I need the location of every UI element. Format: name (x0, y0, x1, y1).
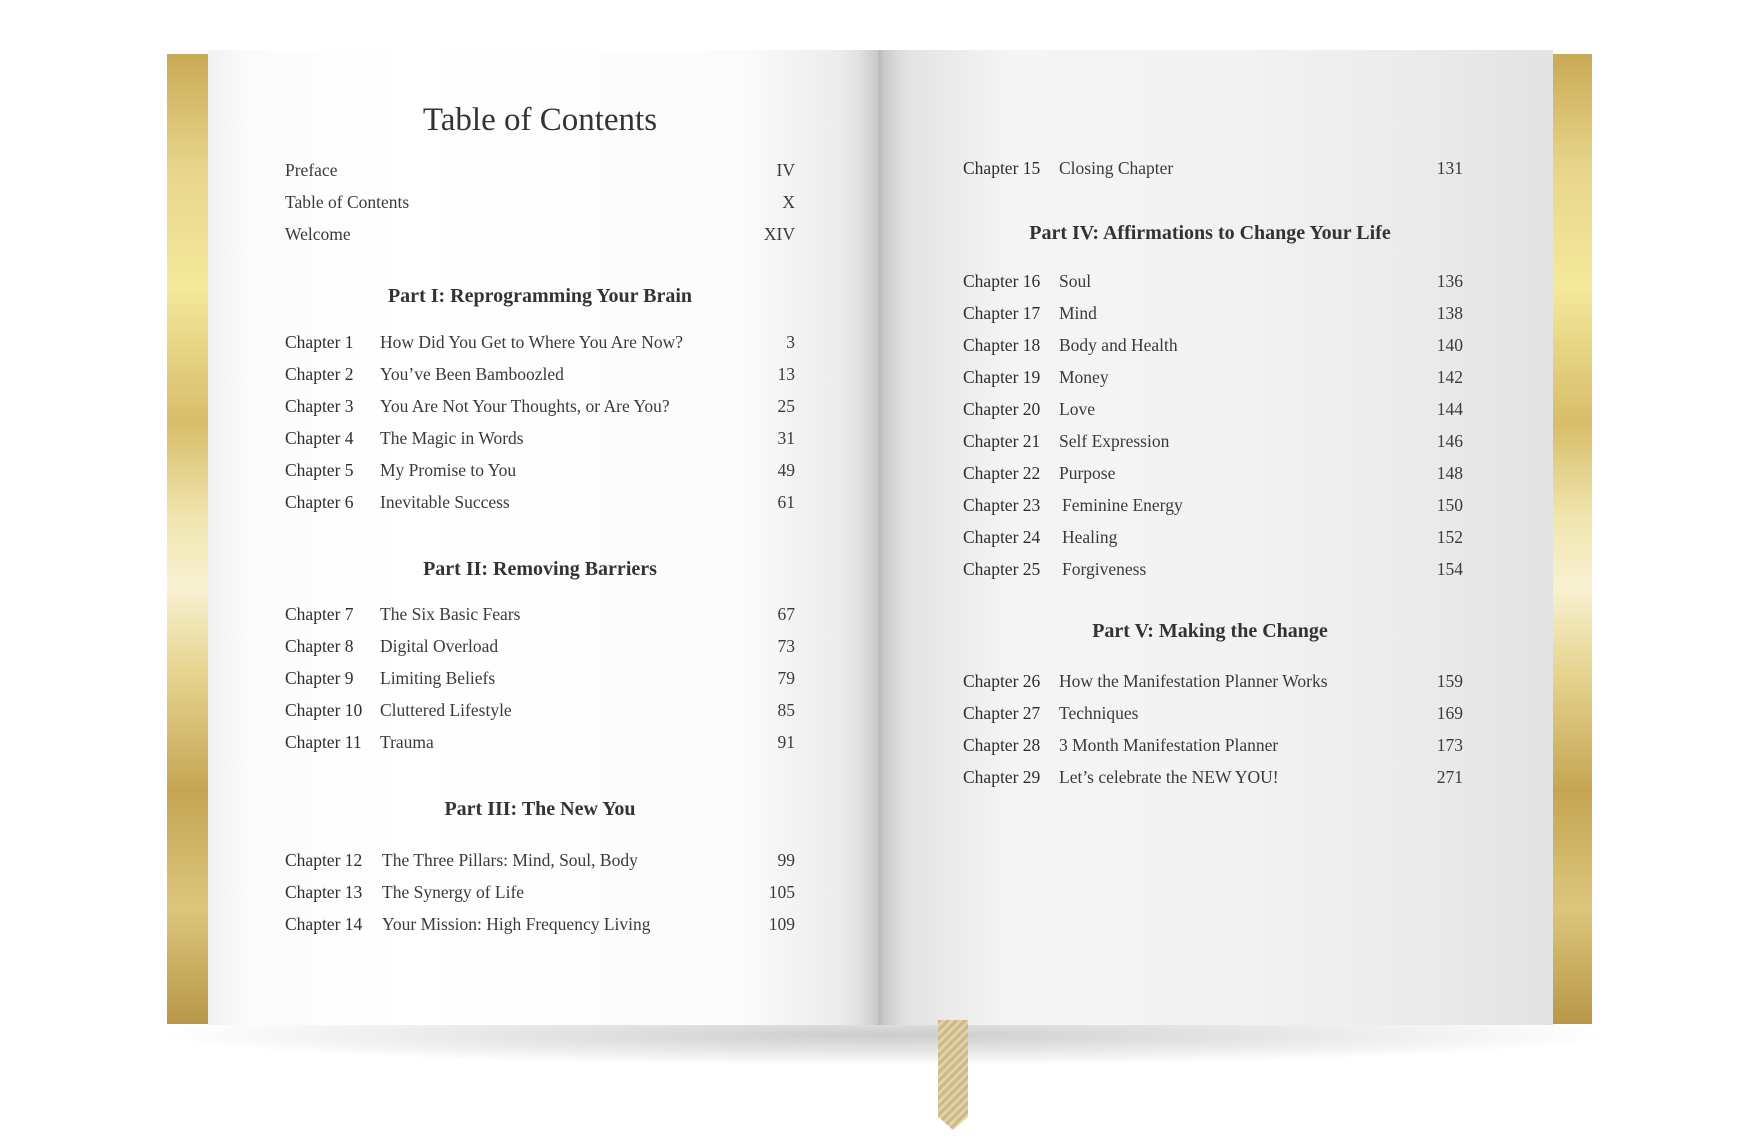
gilded-edge-left (167, 54, 209, 1024)
chapter-title: Soul (1059, 271, 1092, 291)
part-3-heading: Part III: The New You (444, 798, 636, 820)
chapter-title: Trauma (380, 732, 434, 752)
toc-chapter-row[interactable] (963, 671, 1473, 699)
toc-chapter-row[interactable] (285, 914, 795, 942)
chapter-page: 144 (1436, 399, 1463, 419)
chapter-page: 159 (1436, 671, 1463, 691)
chapter-title: The Synergy of Life (382, 882, 525, 902)
toc-chapter-row[interactable] (285, 850, 795, 878)
chapter-number: Chapter 29 (963, 767, 1041, 787)
chapter-title: The Six Basic Fears (380, 604, 521, 624)
entry-page: XIV (763, 224, 795, 244)
chapter-number: Chapter 18 (963, 335, 1041, 355)
toc-chapter-row[interactable] (285, 460, 795, 488)
chapter-title: Techniques (1059, 703, 1139, 723)
toc-chapter-row[interactable] (285, 428, 795, 456)
chapter-number: Chapter 4 (285, 428, 354, 448)
toc-chapter-row[interactable] (285, 700, 795, 728)
toc-chapter-row[interactable] (963, 158, 1473, 186)
chapter-page: 154 (1436, 559, 1463, 579)
chapter-title: Your Mission: High Frequency Living (382, 914, 651, 934)
chapter-page: 49 (777, 460, 795, 480)
chapter-page: 61 (777, 492, 795, 512)
chapter-number: Chapter 6 (285, 492, 354, 512)
toc-chapter-row[interactable] (963, 335, 1473, 363)
chapter-number: Chapter 8 (285, 636, 354, 656)
book-gutter (858, 50, 900, 1025)
chapter-title: Body and Health (1059, 335, 1178, 355)
part-4-heading: Part IV: Affirmations to Change Your Life (1029, 222, 1391, 244)
chapter-title: How Did You Get to Where You Are Now? (380, 332, 684, 352)
part-2-heading: Part II: Removing Barriers (423, 558, 657, 580)
chapter-page: 13 (777, 364, 795, 384)
chapter-page: 3 (786, 332, 795, 352)
toc-chapter-row[interactable] (285, 364, 795, 392)
chapter-title: Let’s celebrate the NEW YOU! (1059, 767, 1279, 787)
chapter-page: 25 (777, 396, 795, 416)
chapter-page: 73 (777, 636, 795, 656)
chapter-page: 150 (1436, 495, 1463, 515)
chapter-title: You’ve Been Bamboozled (380, 364, 564, 384)
chapter-title: The Magic in Words (380, 428, 524, 448)
chapter-page: 136 (1436, 271, 1463, 291)
chapter-number: Chapter 26 (963, 671, 1041, 691)
chapter-number: Chapter 5 (285, 460, 354, 480)
toc-chapter-row[interactable] (963, 431, 1473, 459)
chapter-page: 79 (777, 668, 795, 688)
chapter-page: 31 (777, 428, 795, 448)
toc-chapter-row[interactable] (285, 732, 795, 760)
entry-page: X (782, 192, 795, 212)
toc-chapter-row[interactable] (963, 367, 1473, 395)
chapter-title: Self Expression (1059, 431, 1170, 451)
chapter-page: 152 (1436, 527, 1463, 547)
chapter-title: Closing Chapter (1059, 158, 1174, 178)
entry-title: Welcome (285, 224, 351, 244)
chapter-page: 131 (1436, 158, 1463, 178)
chapter-number: Chapter 23 (963, 495, 1041, 515)
chapter-page: 105 (768, 882, 795, 902)
chapter-title: Healing (1062, 527, 1118, 547)
part-5-heading: Part V: Making the Change (1092, 620, 1328, 642)
chapter-title: Feminine Energy (1062, 495, 1183, 515)
chapter-number: Chapter 17 (963, 303, 1041, 323)
chapter-page: 140 (1436, 335, 1463, 355)
chapter-number: Chapter 2 (285, 364, 354, 384)
entry-page: IV (776, 160, 795, 180)
bookmark-ribbon[interactable] (938, 1020, 968, 1130)
chapter-number: Chapter 21 (963, 431, 1041, 451)
toc-chapter-row[interactable] (285, 636, 795, 664)
chapter-number: Chapter 27 (963, 703, 1041, 723)
toc-chapter-row[interactable] (963, 495, 1473, 523)
chapter-number: Chapter 20 (963, 399, 1041, 419)
toc-chapter-row[interactable] (285, 604, 795, 632)
chapter-page: 67 (777, 604, 795, 624)
part-1-heading: Part I: Reprogramming Your Brain (387, 285, 693, 307)
entry-title: Preface (285, 160, 338, 180)
toc-entry-welcome[interactable] (285, 224, 795, 252)
chapter-page: 142 (1436, 367, 1463, 387)
chapter-title: The Three Pillars: Mind, Soul, Body (382, 850, 638, 870)
chapter-number: Chapter 19 (963, 367, 1041, 387)
toc-entry-preface[interactable] (285, 160, 795, 188)
chapter-title: How the Manifestation Planner Works (1059, 671, 1328, 691)
chapter-title: You Are Not Your Thoughts, or Are You? (380, 396, 670, 416)
toc-chapter-row[interactable] (963, 703, 1473, 731)
chapter-title: Money (1059, 367, 1109, 387)
chapter-number: Chapter 3 (285, 396, 354, 416)
entry-title: Table of Contents (285, 192, 410, 212)
toc-chapter-row[interactable] (285, 396, 795, 424)
chapter-number: Chapter 24 (963, 527, 1041, 547)
chapter-title: Digital Overload (380, 636, 499, 656)
chapter-number: Chapter 16 (963, 271, 1041, 291)
toc-chapter-row[interactable] (285, 882, 795, 910)
chapter-page: 271 (1436, 767, 1463, 787)
chapter-number: Chapter 11 (285, 732, 362, 752)
toc-chapter-row[interactable] (963, 559, 1473, 587)
chapter-title: Cluttered Lifestyle (380, 700, 512, 720)
chapter-number: Chapter 14 (285, 914, 363, 934)
chapter-page: 85 (777, 700, 795, 720)
chapter-page: 169 (1436, 703, 1463, 723)
chapter-number: Chapter 1 (285, 332, 354, 352)
chapter-number: Chapter 7 (285, 604, 354, 624)
toc-chapter-row[interactable] (285, 332, 795, 360)
chapter-title: Inevitable Success (380, 492, 510, 512)
toc-chapter-row[interactable] (963, 303, 1473, 331)
chapter-number: Chapter 15 (963, 158, 1041, 178)
toc-chapter-row[interactable] (963, 399, 1473, 427)
chapter-title: 3 Month Manifestation Planner (1059, 735, 1279, 755)
toc-chapter-row[interactable] (285, 668, 795, 696)
gilded-edge-right (1550, 54, 1592, 1024)
toc-chapter-row[interactable] (963, 271, 1473, 299)
toc-chapter-row[interactable] (963, 463, 1473, 491)
chapter-number: Chapter 10 (285, 700, 363, 720)
chapter-page: 109 (768, 914, 795, 934)
chapter-number: Chapter 28 (963, 735, 1041, 755)
toc-title: Table of Contents (422, 102, 658, 138)
chapter-title: My Promise to You (380, 460, 517, 480)
chapter-page: 138 (1436, 303, 1463, 323)
chapter-page: 99 (777, 850, 795, 870)
chapter-page: 91 (777, 732, 795, 752)
chapter-title: Purpose (1059, 463, 1116, 483)
chapter-page: 173 (1436, 735, 1463, 755)
chapter-number: Chapter 12 (285, 850, 363, 870)
toc-chapter-row[interactable] (963, 527, 1473, 555)
chapter-number: Chapter 9 (285, 668, 354, 688)
chapter-title: Love (1059, 399, 1095, 419)
chapter-number: Chapter 13 (285, 882, 363, 902)
chapter-title: Mind (1059, 303, 1097, 323)
chapter-title: Limiting Beliefs (380, 668, 496, 688)
toc-chapter-row[interactable] (963, 767, 1473, 795)
chapter-number: Chapter 25 (963, 559, 1041, 579)
chapter-page: 148 (1436, 463, 1463, 483)
toc-chapter-row[interactable] (285, 492, 795, 520)
toc-chapter-row[interactable] (963, 735, 1473, 763)
chapter-title: Forgiveness (1062, 559, 1147, 579)
toc-entry-table-of-contents[interactable] (285, 192, 795, 220)
chapter-page: 146 (1436, 431, 1463, 451)
chapter-number: Chapter 22 (963, 463, 1041, 483)
